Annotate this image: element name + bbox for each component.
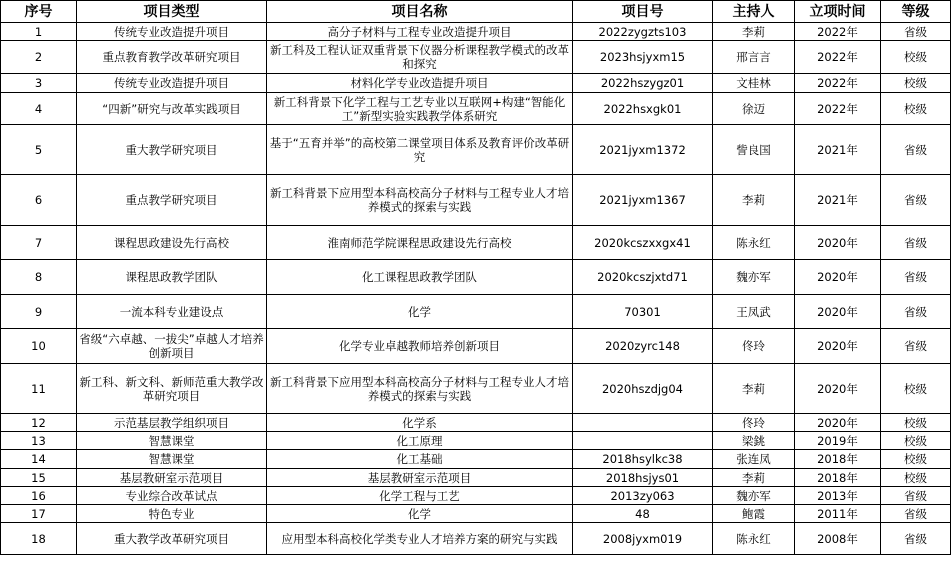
header-level: 等级 [881, 1, 951, 23]
cell-host: 魏亦军 [713, 260, 795, 295]
cell-host: 文桂林 [713, 74, 795, 93]
cell-type: 基层教研室示范项目 [77, 469, 267, 487]
cell-host: 李莉 [713, 175, 795, 226]
table-row [1, 175, 951, 226]
cell-year: 2018年 [795, 469, 881, 487]
cell-type: 重点教育教学改革研究项目 [77, 41, 267, 74]
header-year: 立项时间 [795, 1, 881, 23]
header-host: 主持人 [713, 1, 795, 23]
cell-name: 化学系 [267, 414, 573, 432]
header-code: 项目号 [573, 1, 713, 23]
table-row [1, 414, 951, 432]
cell-type: 重点教学研究项目 [77, 175, 267, 226]
cell-name: 化学专业卓越教师培养创新项目 [267, 329, 573, 364]
cell-code: 70301 [573, 295, 713, 329]
cell-type: 省级“六卓越、一拔尖”卓越人才培养创新项目 [77, 329, 267, 364]
cell-year: 2020年 [795, 329, 881, 364]
cell-name: 高分子材料与工程专业改造提升项目 [267, 23, 573, 41]
cell-code: 2022zygzts103 [573, 23, 713, 41]
cell-code: 2018hsjys01 [573, 469, 713, 487]
cell-no: 14 [1, 450, 77, 469]
cell-host: 李莉 [713, 469, 795, 487]
cell-type: 示范基层教学组织项目 [77, 414, 267, 432]
cell-code: 2021jyxm1372 [573, 125, 713, 175]
cell-year: 2020年 [795, 260, 881, 295]
cell-name: 淮南师范学院课程思政建设先行高校 [267, 226, 573, 260]
cell-type: 智慧课堂 [77, 432, 267, 450]
cell-year: 2019年 [795, 432, 881, 450]
table-row [1, 23, 951, 41]
cell-level: 省级 [881, 125, 951, 175]
cell-host: 魏亦军 [713, 487, 795, 505]
cell-year: 2020年 [795, 414, 881, 432]
table-row [1, 93, 951, 125]
cell-code: 2020kcszjxtd71 [573, 260, 713, 295]
cell-year: 2008年 [795, 523, 881, 555]
table-row [1, 41, 951, 74]
cell-no: 11 [1, 364, 77, 414]
cell-host: 王凤武 [713, 295, 795, 329]
cell-level: 省级 [881, 226, 951, 260]
cell-year: 2020年 [795, 295, 881, 329]
cell-host: 邢言言 [713, 41, 795, 74]
cell-name: 基于“五育并举”的高校第二课堂项目体系及教育评价改革研究 [267, 125, 573, 175]
cell-code: 2008jyxm019 [573, 523, 713, 555]
cell-type: 智慧课堂 [77, 450, 267, 469]
table-row [1, 364, 951, 414]
cell-name: 应用型本科高校化学类专业人才培养方案的研究与实践 [267, 523, 573, 555]
cell-no: 3 [1, 74, 77, 93]
cell-code [573, 414, 713, 432]
cell-code [573, 432, 713, 450]
cell-level: 校级 [881, 450, 951, 469]
cell-level: 校级 [881, 93, 951, 125]
cell-type: 传统专业改造提升项目 [77, 23, 267, 41]
cell-level: 校级 [881, 469, 951, 487]
cell-name: 新工科背景下应用型本科高校高分子材料与工程专业人才培养模式的探索与实践 [267, 175, 573, 226]
cell-level: 省级 [881, 175, 951, 226]
cell-level: 校级 [881, 432, 951, 450]
cell-no: 5 [1, 125, 77, 175]
table-row [1, 226, 951, 260]
cell-host: 佟玲 [713, 414, 795, 432]
table-row [1, 487, 951, 505]
cell-type: “四新”研究与改革实践项目 [77, 93, 267, 125]
cell-year: 2022年 [795, 23, 881, 41]
cell-type: 重大教学改革研究项目 [77, 523, 267, 555]
cell-type: 课程思政建设先行高校 [77, 226, 267, 260]
table-row [1, 450, 951, 469]
cell-name: 化学工程与工艺 [267, 487, 573, 505]
header-no: 序号 [1, 1, 77, 23]
cell-host: 李莉 [713, 364, 795, 414]
cell-no: 13 [1, 432, 77, 450]
cell-no: 17 [1, 505, 77, 523]
cell-no: 6 [1, 175, 77, 226]
cell-level: 省级 [881, 523, 951, 555]
cell-code: 2020kcszxxgx41 [573, 226, 713, 260]
cell-type: 传统专业改造提升项目 [77, 74, 267, 93]
header-type: 项目类型 [77, 1, 267, 23]
table-row [1, 469, 951, 487]
cell-no: 12 [1, 414, 77, 432]
cell-level: 省级 [881, 295, 951, 329]
cell-code: 2018hsylkc38 [573, 450, 713, 469]
cell-host: 鲍霞 [713, 505, 795, 523]
cell-no: 18 [1, 523, 77, 555]
cell-code: 2020zyrc148 [573, 329, 713, 364]
table-row [1, 432, 951, 450]
cell-no: 1 [1, 23, 77, 41]
cell-no: 8 [1, 260, 77, 295]
cell-no: 4 [1, 93, 77, 125]
cell-year: 2020年 [795, 226, 881, 260]
cell-type: 新工科、新文科、新师范重大教学改革研究项目 [77, 364, 267, 414]
cell-no: 15 [1, 469, 77, 487]
cell-level: 校级 [881, 74, 951, 93]
table-row [1, 329, 951, 364]
cell-type: 重大教学研究项目 [77, 125, 267, 175]
cell-host: 佟玲 [713, 329, 795, 364]
cell-host: 徐迈 [713, 93, 795, 125]
cell-name: 化工原理 [267, 432, 573, 450]
cell-host: 张连凤 [713, 450, 795, 469]
cell-level: 省级 [881, 505, 951, 523]
table-row [1, 74, 951, 93]
cell-host: 陈永红 [713, 523, 795, 555]
cell-level: 省级 [881, 23, 951, 41]
cell-name: 新工科背景下化学工程与工艺专业以互联网+构建“智能化工”新型实验实践教学体系研究 [267, 93, 573, 125]
cell-name: 基层教研室示范项目 [267, 469, 573, 487]
cell-code: 2023hsjyxm15 [573, 41, 713, 74]
cell-level: 省级 [881, 487, 951, 505]
cell-year: 2022年 [795, 74, 881, 93]
header-name: 项目名称 [267, 1, 573, 23]
table-row [1, 125, 951, 175]
cell-no: 7 [1, 226, 77, 260]
cell-no: 16 [1, 487, 77, 505]
cell-host: 梁銚 [713, 432, 795, 450]
cell-level: 校级 [881, 41, 951, 74]
cell-level: 校级 [881, 364, 951, 414]
cell-type: 一流本科专业建设点 [77, 295, 267, 329]
cell-host: 李莉 [713, 23, 795, 41]
cell-year: 2011年 [795, 505, 881, 523]
cell-code: 48 [573, 505, 713, 523]
table-row [1, 260, 951, 295]
table-row [1, 295, 951, 329]
cell-name: 化工基础 [267, 450, 573, 469]
cell-host: 陈永红 [713, 226, 795, 260]
cell-level: 省级 [881, 260, 951, 295]
cell-name: 化工课程思政教学团队 [267, 260, 573, 295]
cell-year: 2022年 [795, 93, 881, 125]
cell-year: 2022年 [795, 41, 881, 74]
cell-no: 10 [1, 329, 77, 364]
cell-name: 化学 [267, 295, 573, 329]
cell-code: 2013zy063 [573, 487, 713, 505]
cell-code: 2022hszygz01 [573, 74, 713, 93]
cell-name: 新工科背景下应用型本科高校高分子材料与工程专业人才培养模式的探索与实践 [267, 364, 573, 414]
cell-level: 省级 [881, 329, 951, 364]
header-row [1, 1, 951, 23]
cell-code: 2022hsxgk01 [573, 93, 713, 125]
cell-code: 2021jyxm1367 [573, 175, 713, 226]
cell-level: 校级 [881, 414, 951, 432]
cell-type: 专业综合改革试点 [77, 487, 267, 505]
cell-no: 9 [1, 295, 77, 329]
cell-code: 2020hszdjg04 [573, 364, 713, 414]
cell-name: 材料化学专业改造提升项目 [267, 74, 573, 93]
cell-year: 2021年 [795, 125, 881, 175]
cell-no: 2 [1, 41, 77, 74]
cell-type: 特色专业 [77, 505, 267, 523]
cell-host: 訾良国 [713, 125, 795, 175]
cell-year: 2013年 [795, 487, 881, 505]
cell-name: 新工科及工程认证双重背景下仪器分析课程教学模式的改革和探究 [267, 41, 573, 74]
cell-year: 2021年 [795, 175, 881, 226]
cell-name: 化学 [267, 505, 573, 523]
cell-year: 2020年 [795, 364, 881, 414]
cell-type: 课程思政教学团队 [77, 260, 267, 295]
cell-year: 2018年 [795, 450, 881, 469]
table-row [1, 505, 951, 523]
table-row [1, 523, 951, 555]
